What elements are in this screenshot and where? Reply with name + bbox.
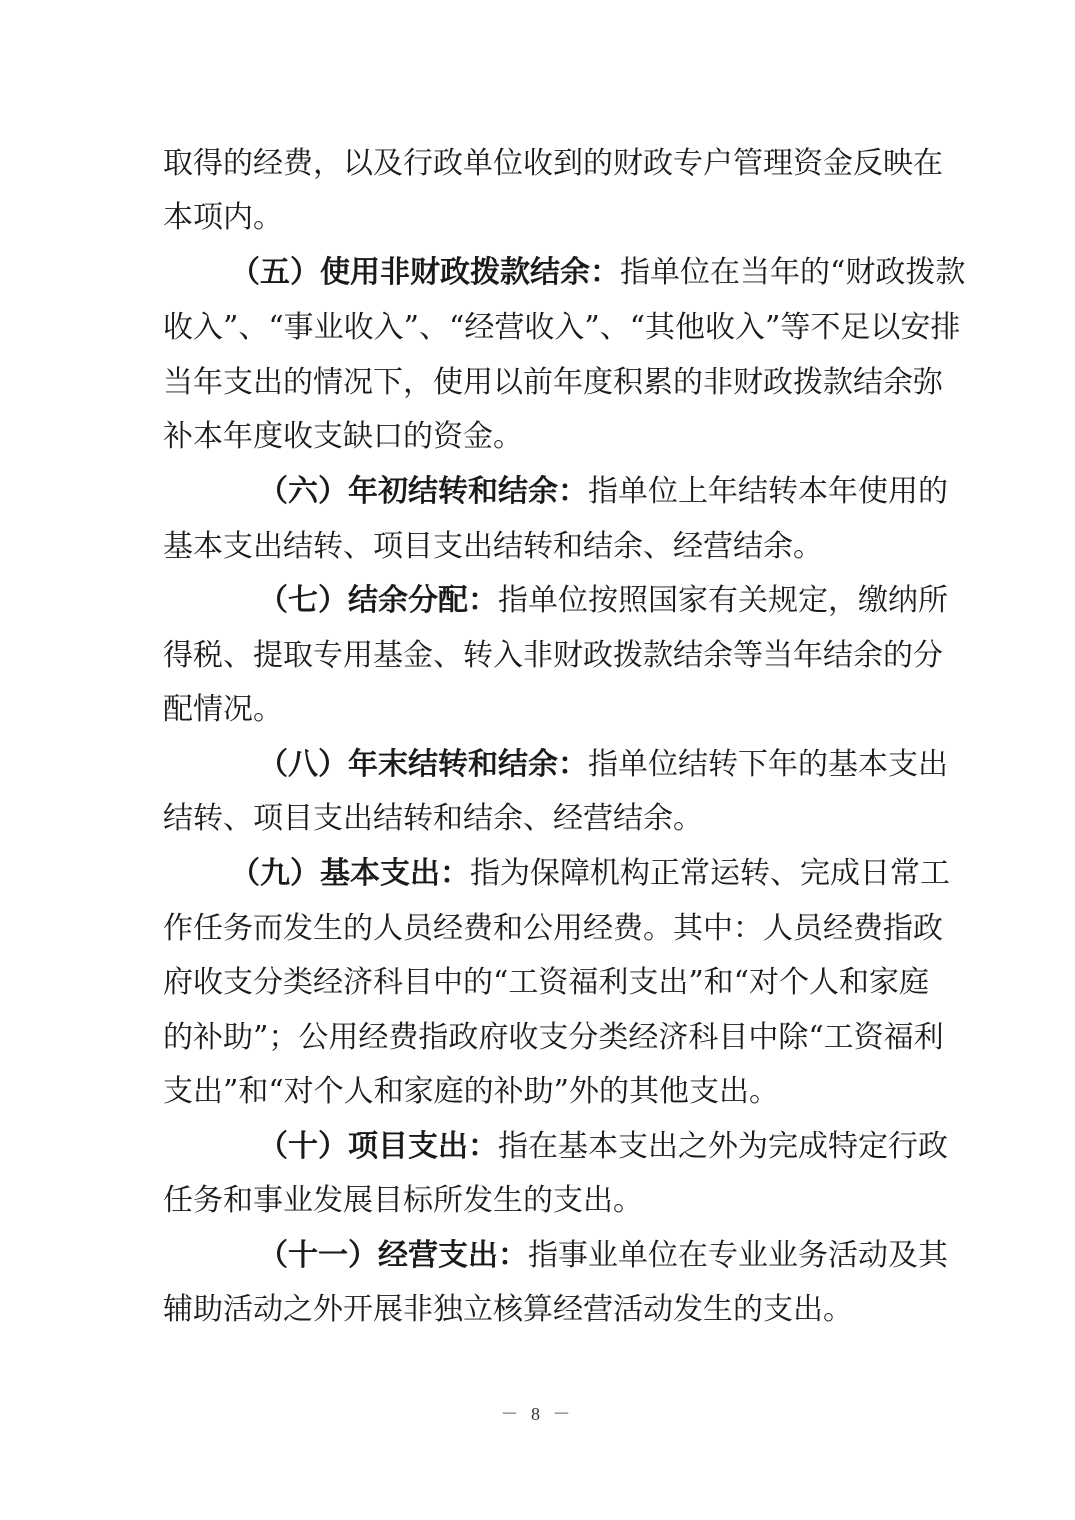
section-seven-heading: （七）结余分配： (258, 583, 498, 618)
section-ten-heading: （十）项目支出： (258, 1129, 498, 1164)
body-line (163, 963, 930, 1003)
section-eleven-heading: （十一）经营支出： (258, 1238, 528, 1273)
body-text: 指单位上年结转本年使用的 (588, 474, 948, 509)
body-line (163, 363, 943, 403)
body-text: 任务和事业发展目标所发生的支出。 (163, 1183, 643, 1218)
body-text: 指事业单位在专业业务活动及其 (528, 1238, 948, 1273)
body-text: 取得的经费，以及行政单位收到的财政专户管理资金反映在 (163, 146, 943, 181)
body-line (163, 417, 913, 457)
section-eight-heading: （八）年末结转和结余： (258, 747, 588, 782)
body-line (163, 1072, 913, 1112)
section-seven-line (258, 581, 948, 621)
body-line (163, 690, 913, 730)
body-line (163, 1181, 913, 1221)
section-ten-line (258, 1127, 948, 1167)
section-nine-heading: （九）基本支出： (230, 856, 470, 891)
body-text: 配情况。 (163, 692, 283, 727)
body-text: 指单位按照国家有关规定，缴纳所 (498, 583, 948, 618)
body-line (163, 799, 913, 839)
body-text: 当年支出的情况下，使用以前年度积累的非财政拨款结余弥 (163, 365, 943, 400)
body-text: 本项内。 (163, 200, 283, 235)
body-text: 指单位在当年的“财政拨款 (620, 255, 966, 290)
body-line (163, 1290, 913, 1330)
body-line (163, 909, 943, 949)
section-nine-line (230, 854, 950, 894)
body-text: 结转、项目支出结转和结余、经营结余。 (163, 801, 703, 836)
body-text: 补本年度收支缺口的资金。 (163, 419, 523, 454)
body-line (163, 308, 961, 348)
section-six-heading: （六）年初结转和结余： (258, 474, 588, 509)
body-line (163, 144, 943, 184)
body-text: 指单位结转下年的基本支出 (588, 747, 948, 782)
section-eight-line (258, 745, 948, 785)
section-five-heading: （五）使用非财政拨款结余： (230, 255, 620, 290)
body-text: 作任务而发生的人员经费和公用经费。其中：人员经费指政 (163, 911, 943, 946)
section-eleven-line (258, 1236, 948, 1276)
body-text: 得税、提取专用基金、转入非财政拨款结余等当年结余的分 (163, 638, 943, 673)
body-line (163, 198, 913, 238)
body-text: 基本支出结转、项目支出结转和结余、经营结余。 (163, 529, 823, 564)
body-line (163, 636, 943, 676)
section-five-line (230, 253, 966, 293)
body-text: 府收支分类经济科目中的“工资福利支出”和“对个人和家庭 (163, 965, 930, 1000)
body-text: 支出”和“对个人和家庭的补助”外的其他支出。 (163, 1074, 780, 1109)
body-line (163, 527, 913, 567)
page-number: － 8 － (500, 1404, 575, 1424)
body-text: 指为保障机构正常运转、完成日常工 (470, 856, 950, 891)
body-text: 收入”、“事业收入”、“经营收入”、“其他收入”等不足以安排 (163, 310, 961, 345)
body-line (163, 1018, 944, 1058)
section-six-line (258, 472, 948, 512)
body-text: 指在基本支出之外为完成特定行政 (498, 1129, 948, 1164)
body-text: 辅助活动之外开展非独立核算经营活动发生的支出。 (163, 1292, 853, 1327)
body-text: 的补助”；公用经费指政府收支分类经济科目中除“工资福利 (163, 1020, 944, 1055)
